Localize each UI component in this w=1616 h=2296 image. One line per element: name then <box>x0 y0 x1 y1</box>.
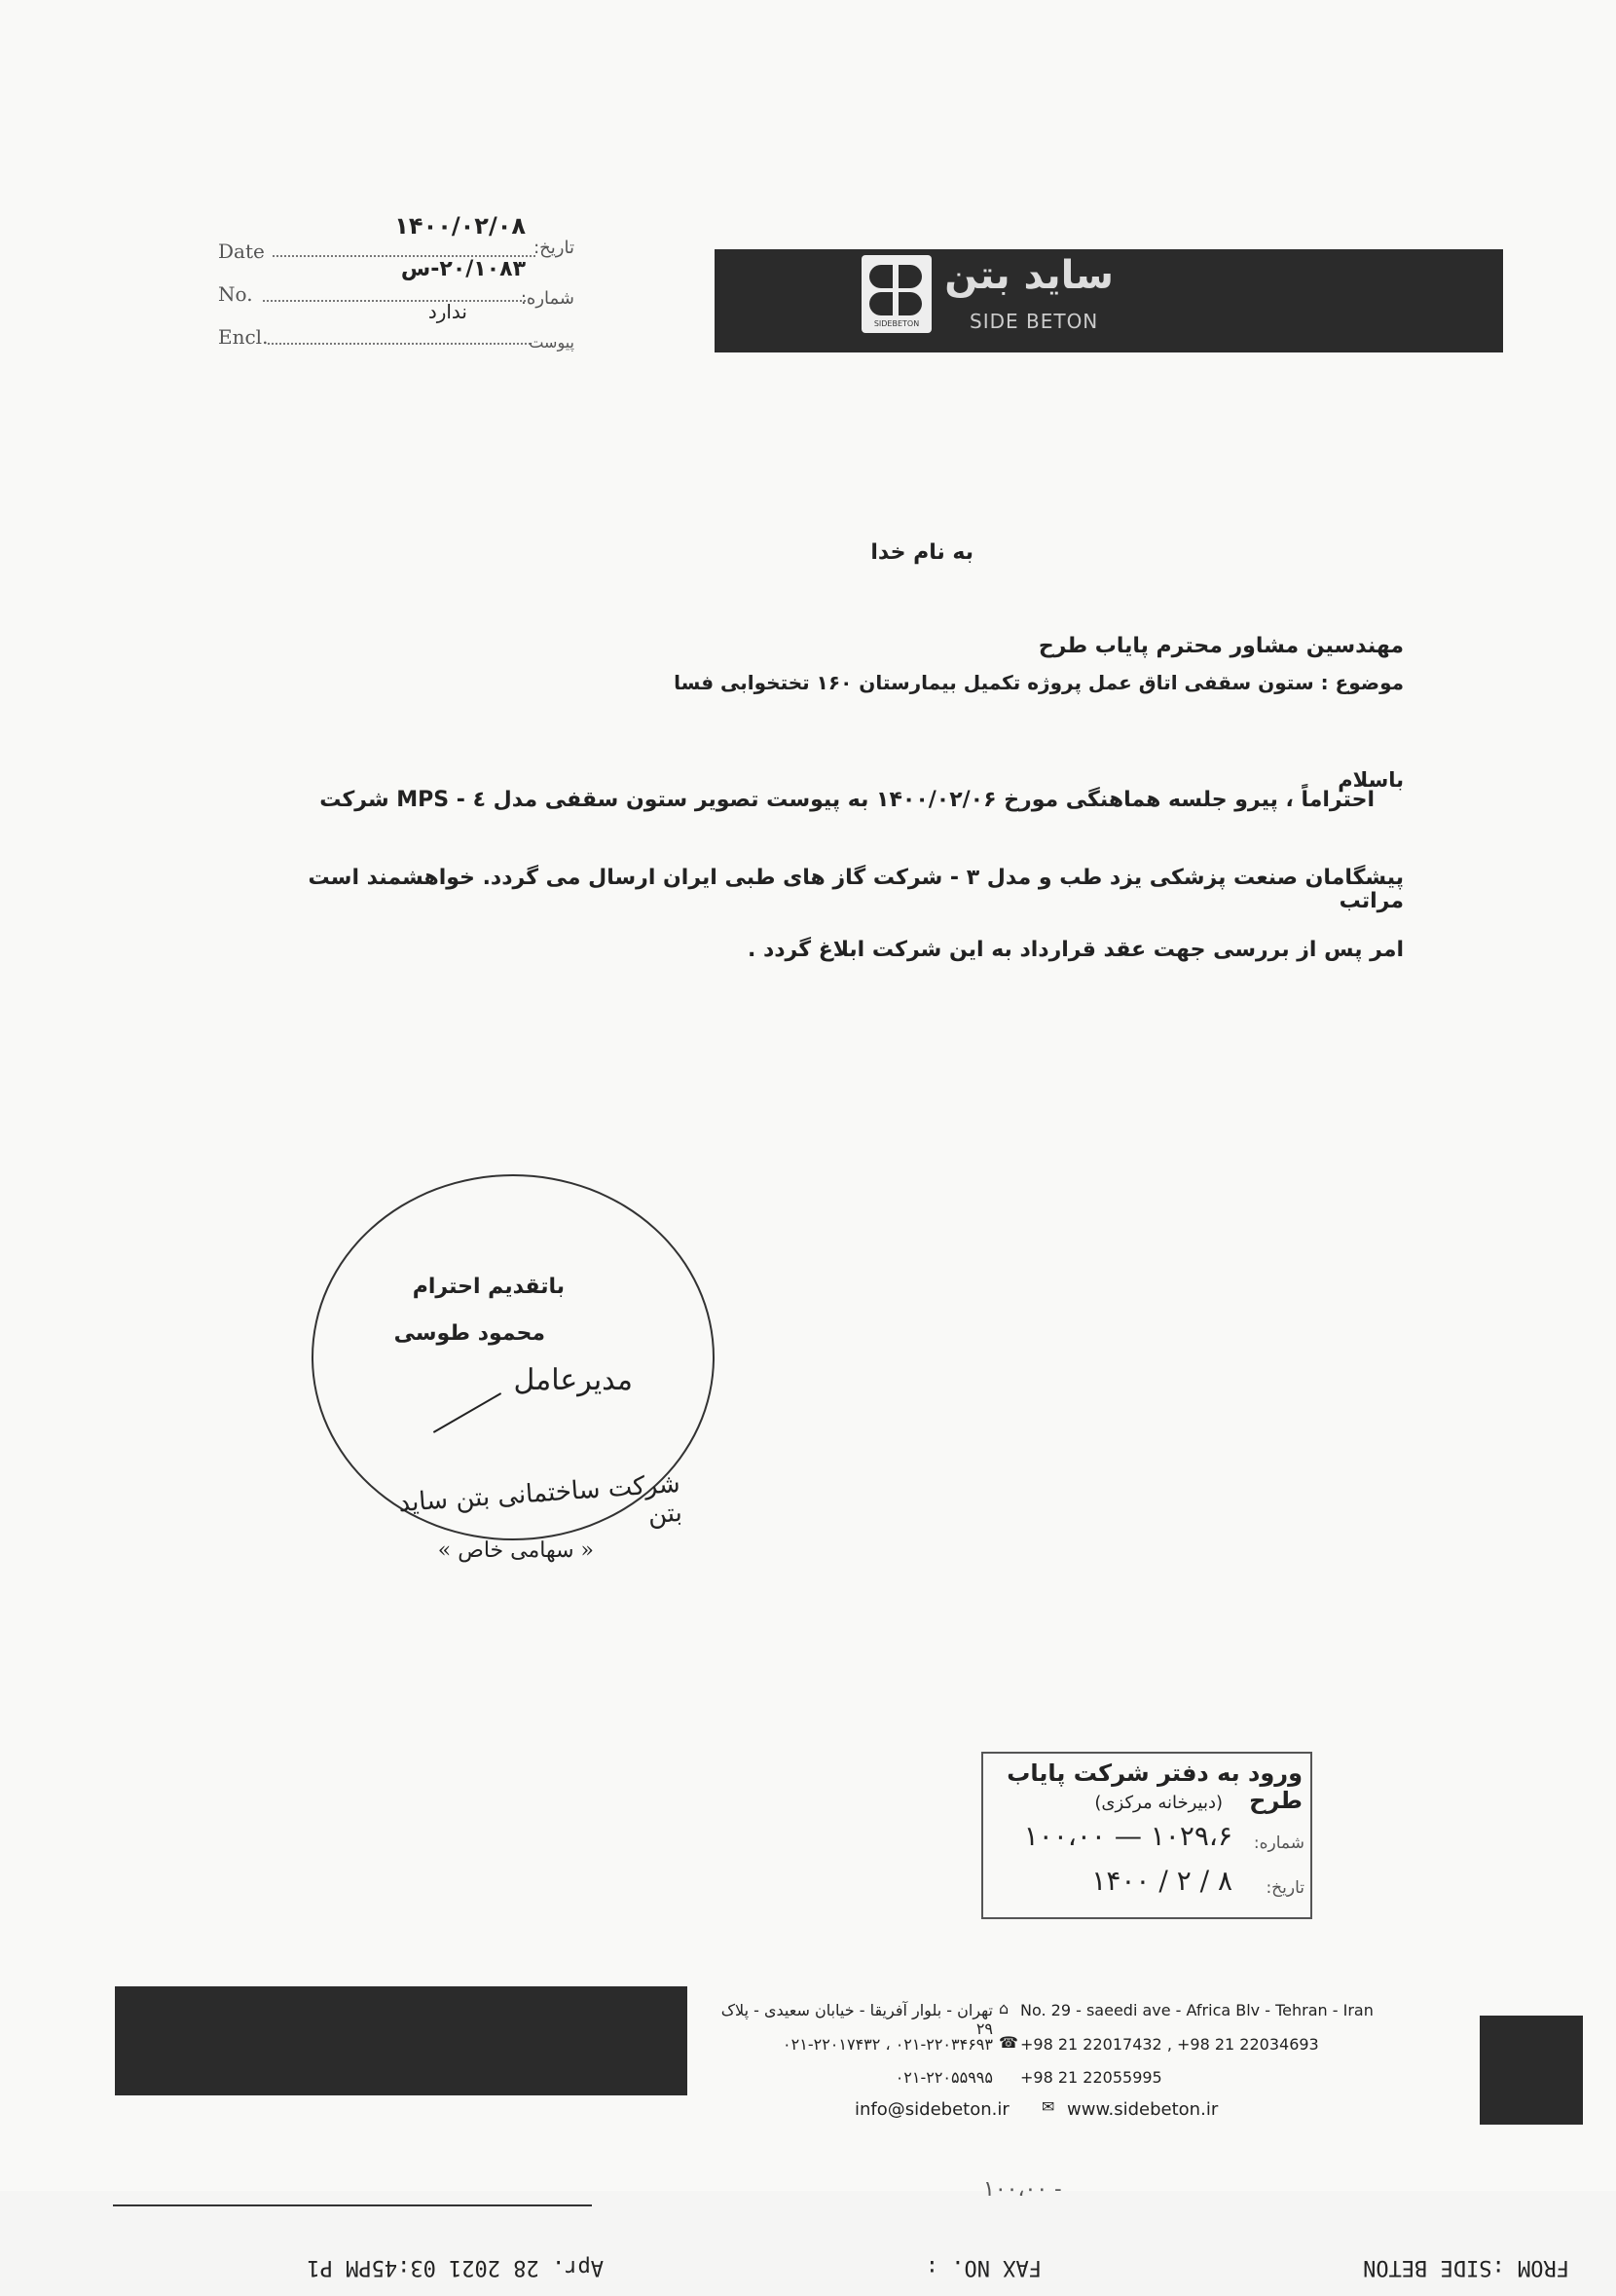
encl-label-fa: پیوست <box>529 333 574 352</box>
receipt-stamp <box>981 1752 1312 1919</box>
footer-address-fa: تهران - بلوار آفریقا - خیابان سعیدی - پلاک ۲۹ <box>720 2001 993 2038</box>
fax-separator-line <box>113 2204 592 2206</box>
receipt-date-label: تاریخ: <box>1266 1878 1304 1898</box>
encl-label: Encl. <box>218 325 269 349</box>
receipt-date-value: ۱۴۰۰ / ۲ / ۸ <box>1091 1865 1232 1897</box>
home-icon: ⌂ <box>999 1999 1010 2018</box>
email-icon: ✉ <box>1042 2097 1055 2116</box>
footer-phone-en: +98 21 22017432 , +98 21 22034693 <box>1020 2035 1319 2054</box>
fax-handwritten-number: ۱۰۰،۰۰ - <box>983 2177 1062 2202</box>
company-header-bar <box>715 249 1503 352</box>
letter-recipient: مهندسین مشاور محترم پایاب طرح <box>1038 634 1404 658</box>
footer-website: www.sidebeton.ir <box>1067 2099 1219 2120</box>
footer-fax-fa: ۰۲۱-۲۲۰۵۵۹۹۵ <box>895 2068 993 2087</box>
footer-dark-square <box>1480 2016 1583 2125</box>
receipt-stamp-subtitle: (دبیرخانه مرکزی) <box>1094 1793 1223 1813</box>
fax-timestamp: Apr. 28 2021 03:45PM P1 <box>307 2255 604 2279</box>
phone-icon: ☎ <box>999 2033 1018 2052</box>
company-logo <box>862 255 932 333</box>
fax-number: FAX NO. : <box>925 2255 1042 2279</box>
encl-dotted-line <box>268 343 531 345</box>
fax-from: FROM :SIDE BETON <box>1363 2255 1569 2279</box>
no-label-fa: شماره: <box>520 288 574 309</box>
seal-company-text: شرکت ساختمانی بتن ساید بتن <box>397 1468 683 1531</box>
footer-address-en: No. 29 - saeedi ave - Africa Blv - Tehran - Iran <box>1020 2001 1374 2019</box>
letter-title: به نام خدا <box>870 540 973 565</box>
encl-value: ندارد <box>427 300 467 323</box>
footer-dark-bar <box>115 1986 687 2095</box>
letter-paragraph-1: احتراماً ، پیرو جلسه هماهنگی مورخ ۱۴۰۰/۰۲/۰۶ به پیوست تصویر ستون سقفی مدل ٤ - MPS شرکت <box>319 788 1375 812</box>
no-label: No. <box>218 282 253 306</box>
receipt-number-value: ۱۰۰،۰۰ — ۱۰۲۹،۶ <box>1023 1820 1232 1852</box>
fax-header-strip <box>0 2191 1616 2296</box>
letter-greeting: باسلام <box>1338 768 1404 792</box>
date-label: Date <box>218 240 265 263</box>
signer-name: محمود طوسی <box>393 1321 545 1346</box>
date-value: ۱۴۰۰/۰۲/۰۸ <box>394 212 526 240</box>
footer-phone-fa: ۰۲۱-۲۲۰۱۷۴۳۲ ، ۰۲۱-۲۲۰۳۴۶۹۳ <box>783 2035 993 2054</box>
footer-email: info@sidebeton.ir <box>855 2099 1010 2120</box>
company-name-en: SIDE BETON <box>970 310 1099 333</box>
signer-title: مدیرعامل <box>513 1363 633 1397</box>
seal-sub-text: « سهامی خاص » <box>437 1538 594 1563</box>
letter-subject: موضوع : ستون سقفی اتاق عمل پروژه تکمیل بیمارستان ۱۶۰ تختخوابی فسا <box>674 671 1404 694</box>
date-label-fa: تاریخ: <box>533 238 574 258</box>
letter-paragraph-2: پیشگامان صنعت پزشکی یزد طب و مدل ۳ - شرکت گاز های طبی ایران ارسال می گردد. خواهشمند است مراتب <box>308 866 1404 914</box>
footer-fax-en: +98 21 22055995 <box>1020 2068 1162 2087</box>
logo-caption: SIDEBETON <box>873 319 920 328</box>
company-name-fa: ساید بتن <box>944 253 1114 298</box>
receipt-number-label: شماره: <box>1253 1833 1304 1853</box>
closing-text: باتقدیم احترام <box>412 1275 565 1299</box>
no-value: ۲۰/۱۰۸۳-س <box>400 257 526 281</box>
letter-paragraph-3: امر پس از بررسی جهت عقد قرارداد به این شرکت ابلاغ گردد . <box>747 938 1404 962</box>
receipt-stamp-title: ورود به دفتر شرکت پایاب طرح <box>1007 1759 1303 1814</box>
